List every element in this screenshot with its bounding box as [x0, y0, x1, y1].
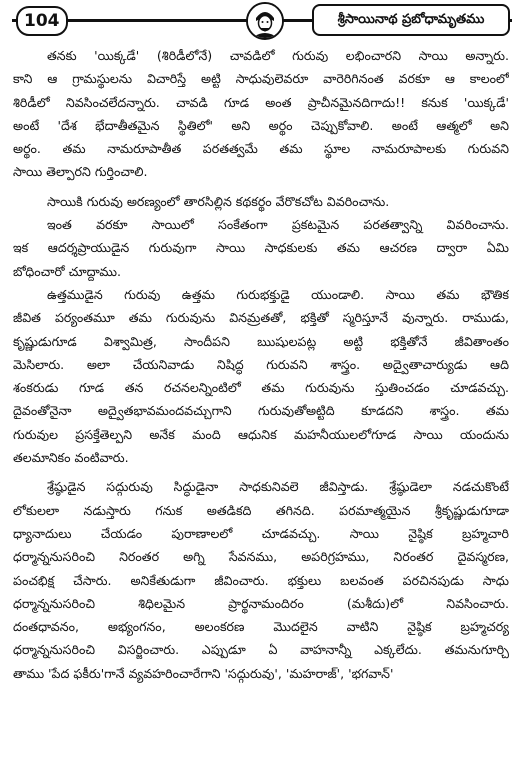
paragraph — [13, 475, 509, 685]
text-line: దైవంతోనైనా అద్వైతభావమందవచ్చుగాని గురువుతోఅట్టిది కూడదని శాస్త్రం. తమ — [13, 403, 509, 419]
page-body-text — [13, 44, 509, 685]
paragraph — [13, 283, 509, 469]
text-line: జీవిత పర్యంతమూ తమ గురువును వినమ్రతతో, భక్తితో స్మరిస్తూనే వున్నారు. రాముడు, — [13, 310, 509, 326]
text-line: సాయి తెల్పారని గుర్తించాలి. — [13, 164, 148, 180]
paragraph — [13, 190, 509, 213]
text-line: ధర్మాన్ననుసరించి విసర్జించారు. ఎప్పుడూ ఏ వాహనాన్నీ ఎక్కలేదు. తమనుగూర్చి — [13, 642, 509, 658]
text-line: గురువుల ప్రసక్తేతెల్పని అనేక మంది ఆధునిక మహనీయులలోగూడ సాయి యందును — [13, 426, 509, 442]
page-header — [12, 2, 512, 36]
text-line: ఉత్తముడైన గురువు ఉత్తమ గురుభక్తుడై యుండాలి. సాయి తమ భౌతిక — [47, 286, 509, 302]
text-line: సాయికి గురువు అరణ్యంలో తారసిల్లిన కథకర్థం వేరొకచోట వివరించాను. — [47, 193, 390, 209]
paragraph — [13, 44, 509, 184]
text-line: కాని ఆ గ్రామస్థులను విచారిస్తే అట్టి సాధువులెవరూ వారెరిగినంత వరకూ ఆ కాలంలో — [13, 71, 509, 87]
text-line: ధ్యానాదులు చేయడం పురాణాలలో చూడవచ్చు. సాయి నైష్ఠిక బ్రహ్మచారి — [13, 525, 509, 541]
text-line: అర్థం. తమ నామరూపాతీత పరతత్వమే తమ స్థూల నామరూపాలకు గురువని — [13, 141, 509, 157]
text-line: ఇంత వరకూ సాయిలో సంకేతంగా ప్రకటమైన పరతత్వాన్ని వివరించాను. — [47, 217, 509, 233]
text-line: బోధించారో చూద్దాము. — [13, 263, 122, 279]
text-line: తనకు 'యిక్కడే' (శిరిడీలోనే) చావడిలో గురువు లభించారని సాయి అన్నారు. — [47, 48, 509, 63]
page-number: 104 — [16, 6, 68, 36]
sai-baba-portrait-icon — [246, 2, 284, 40]
text-line: ఇక ఆదర్శప్రాయుడైన గురువుగా సాయి సాధకులకు తమ ఆచరణ ద్వారా ఏమి — [13, 240, 509, 256]
text-line: లోకులలా నడుస్తారు గనుక అతడికది తగినది. పరమాత్మయైన శ్రీకృష్ణుడుగూడా — [13, 502, 509, 518]
book-title: శ్రీసాయినాథ ప్రబోధామృతము — [312, 4, 510, 36]
text-line: మెసిలారు. అలా చేయనివాడు నిషిద్ధ గురువని శాస్త్రం. అద్వైతాచార్యుడు ఆది — [13, 356, 509, 372]
text-line: ధర్మాన్ననుసరించి శిధిలమైన ప్రార్థనామందిరం (మశీదు)లో నివసించారు. — [13, 595, 509, 611]
text-line: పంచభిక్ష చేసారు. అనికేతుడుగా జీవించారు. భక్తులు బలవంత పరచినపుడు సాధు — [13, 572, 509, 588]
text-line: దంతధావనం, అభ్యంగనం, అలంకరణ మొదలైన వాటిని నైష్ఠిక బ్రహ్మచర్య — [13, 619, 509, 635]
text-line: శ్రేష్ఠుడైన సద్గురువు సిద్ధుడైనా సాధకునివలె జీవిస్తాడు. శ్రేష్ఠుడెలా నడచుకొంటే — [47, 479, 509, 495]
text-line: అంటే 'దేశ భేదాతీతమైన స్థితిలో' అని అర్థం చెప్పుకోవాలి. అంటే ఆత్మలో అని — [13, 117, 509, 133]
text-line: శంకరుడు గూడ తన రచనలన్నింటిలో తమ గురువును స్తుతించడం చూడవచ్చు. — [13, 380, 509, 396]
text-line: తాము 'పేద ఫకీరు'గానే వ్యవహరించారేగాని 'సద్గురువు', 'మహరాజ్', 'భగవాన్' — [13, 665, 394, 681]
text-line: ధర్మాన్ననుసరించి నిరంతర అగ్ని సేవనము, అపరిగ్రహము, నిరంతర దైవస్మరణ, — [13, 549, 509, 565]
text-line: కృష్ణుడుగూడ విశ్వామిత్ర, సాందీపని ఋషులపట్ల అట్టి భక్తితోనే జీవితాంతం — [13, 333, 509, 349]
paragraph — [13, 213, 509, 283]
text-line: శిరిడీలో నివసించలేదన్నారు. చావడి గూడ అంత ప్రాచీనమైనదిగాదు!! కనుక 'యిక్కడే' — [13, 94, 509, 110]
text-line: తలమానికం వంటివారు. — [13, 450, 129, 466]
